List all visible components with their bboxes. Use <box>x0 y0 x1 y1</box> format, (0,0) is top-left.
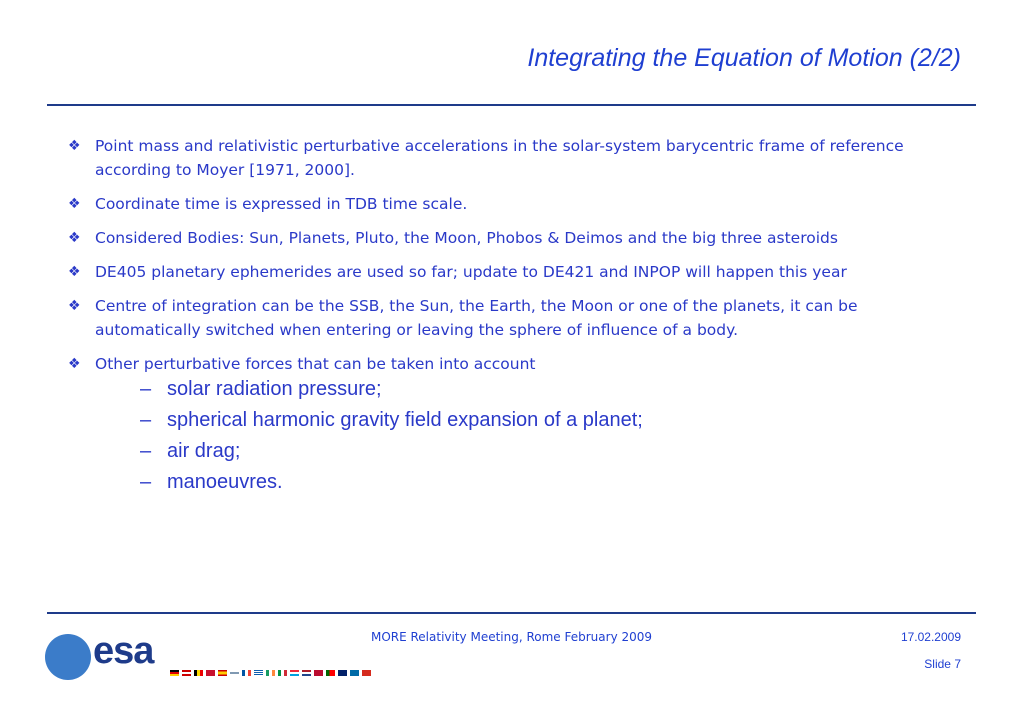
slide-title: Integrating the Equation of Motion (2/2) <box>527 44 961 72</box>
flag-icon <box>326 670 335 676</box>
diamond-bullet-icon: ❖ <box>68 196 81 212</box>
flag-icon <box>350 670 359 676</box>
flag-icon <box>254 670 263 676</box>
bullet-text: Other perturbative forces that can be taken into account <box>95 355 536 373</box>
flag-icon <box>218 670 227 676</box>
flag-icon <box>278 670 287 676</box>
sub-bullet-item <box>140 374 948 405</box>
footer-divider <box>47 612 976 614</box>
bullet-item <box>68 294 948 342</box>
sub-bullet-item <box>140 467 948 498</box>
flag-icon <box>338 670 347 676</box>
bullet-list <box>68 134 948 508</box>
meeting-caption: MORE Relativity Meeting, Rome February 2009 <box>370 630 653 644</box>
bullet-item <box>68 352 948 498</box>
dash-bullet-icon: – <box>140 471 152 493</box>
bullet-text: Coordinate time is expressed in TDB time scale. <box>95 195 468 213</box>
dash-bullet-icon: – <box>140 409 152 431</box>
bullet-item <box>68 192 948 216</box>
flag-icon <box>170 670 179 676</box>
flag-icon <box>194 670 203 676</box>
header-divider <box>47 104 976 106</box>
bullet-text: Considered Bodies: Sun, Planets, Pluto, the Moon, Phobos & Deimos and the big three asteroids <box>95 229 838 247</box>
bullet-item <box>68 134 948 182</box>
sub-bullet-item <box>140 436 948 467</box>
bullet-item <box>68 226 948 250</box>
slide-number: Slide 7 <box>924 657 961 671</box>
member-flags <box>170 670 371 676</box>
sub-bullet-text: air drag; <box>167 440 241 462</box>
flag-icon <box>266 670 275 676</box>
diamond-bullet-icon: ❖ <box>68 356 81 372</box>
diamond-bullet-icon: ❖ <box>68 264 81 280</box>
slide-date: 17.02.2009 <box>900 630 961 644</box>
flag-icon <box>314 670 323 676</box>
flag-icon <box>290 670 299 676</box>
bullet-text: DE405 planetary ephemerides are used so far; update to DE421 and INPOP will happen this year <box>95 263 847 281</box>
flag-icon <box>182 670 191 676</box>
logo-text: esa <box>93 630 154 672</box>
flag-icon <box>362 670 371 676</box>
diamond-bullet-icon: ❖ <box>68 138 81 154</box>
sub-bullet-text: spherical harmonic gravity field expansion of a planet; <box>167 409 643 431</box>
sub-bullet-item <box>140 405 948 436</box>
dash-bullet-icon: – <box>140 440 152 462</box>
flag-icon <box>206 670 215 676</box>
bullet-text: Point mass and relativistic perturbative accelerations in the solar-system barycentric frame of reference according to Moyer [1971, 2000]. <box>95 137 904 179</box>
sub-bullet-text: solar radiation pressure; <box>167 378 382 400</box>
diamond-bullet-icon: ❖ <box>68 298 81 314</box>
diamond-bullet-icon: ❖ <box>68 230 81 246</box>
bullet-item <box>68 260 948 284</box>
flag-icon <box>302 670 311 676</box>
flag-icon <box>230 670 239 676</box>
bullet-text: Centre of integration can be the SSB, the Sun, the Earth, the Moon or one of the planets, it can be automatically switched when entering or leaving the sphere of influence of a body. <box>95 297 858 339</box>
dash-bullet-icon: – <box>140 378 152 400</box>
flag-icon <box>242 670 251 676</box>
sub-bullet-text: manoeuvres. <box>167 471 283 493</box>
sub-bullet-list <box>95 374 948 498</box>
